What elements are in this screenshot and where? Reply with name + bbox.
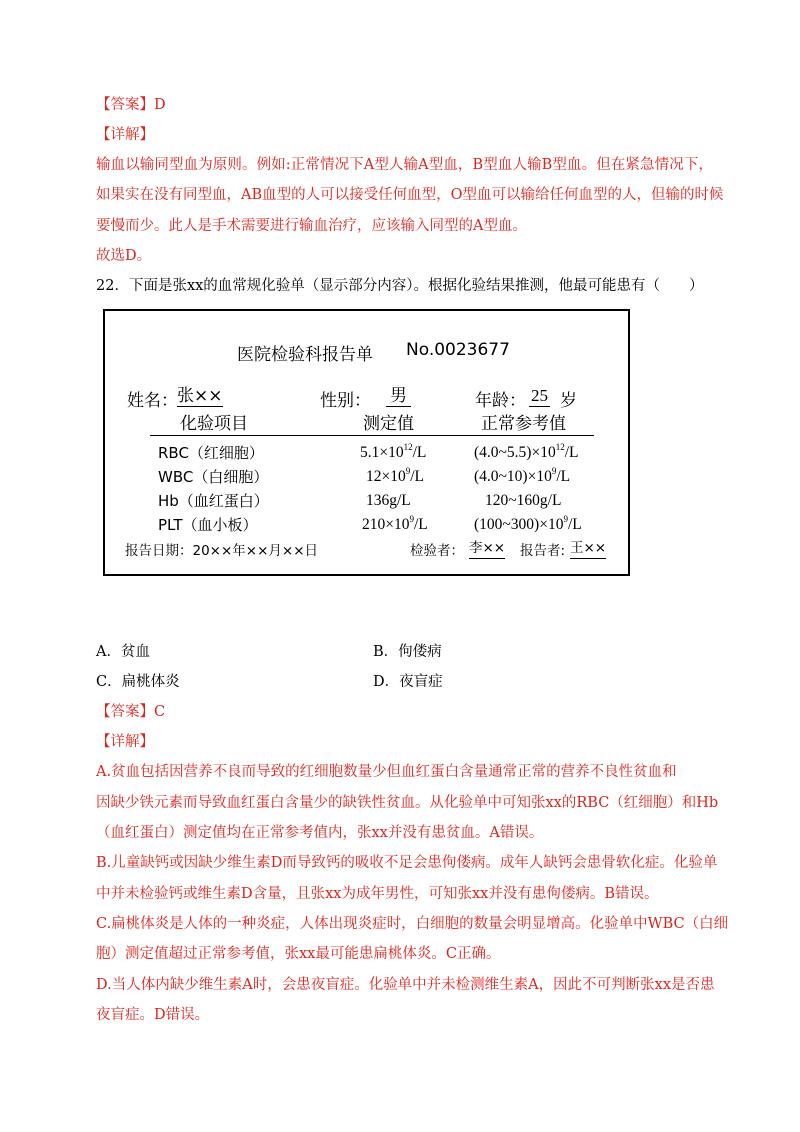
row-ref-hb: 120~160g/L [485, 492, 562, 509]
name-label: 姓名： [127, 391, 178, 411]
q22-detail-line-3: （血红蛋白）测定值均在正常参考值内，张xx并没有患贫血。A错误。 [96, 825, 544, 841]
q22-answer: 【答案】C [96, 704, 166, 720]
q21-detail-line-3: 要慢而少。此人是手术需要进行输血治疗，应该输入同型的A型血。 [96, 218, 527, 234]
inspector-value: 李×× [469, 539, 505, 559]
q22-detail-line-7: 胞）测定值超过正常参考值，张xx最可能患扁桃体炎。C正确。 [96, 946, 501, 962]
q21-answer: 【答案】D [96, 97, 166, 113]
age-value: 25 [531, 386, 548, 405]
blood-test-report [103, 309, 630, 576]
q22-detail-line-9: 夜盲症。D错误。 [96, 1007, 210, 1023]
reporter-value: 王×× [570, 539, 606, 559]
name-value: 张×× [177, 386, 223, 406]
q21-detail-line-1: 输血以输同型血为原则。例如:正常情况下A型人输A型血，B型血人输B型血。但在紧急情况下， [96, 157, 714, 173]
option-b: B．佝偻病 [373, 644, 442, 660]
q22-detail-line-6: C.扁桃体炎是人体的一种炎症，人体出现炎症时，白细胞的数量会明显增高。化验单中WBC（白细 [96, 916, 729, 932]
col-item-header: 化验项目 [180, 414, 248, 434]
age-label: 年龄： [475, 391, 526, 411]
col-ref-header: 正常参考值 [481, 414, 566, 434]
report-number: No.0023677 [406, 340, 510, 360]
sex-label: 性别： [320, 391, 371, 411]
inspector-label: 检验者： [410, 543, 464, 559]
q22-detail-line-8: D.当人体内缺少维生素A时，会患夜盲症。化验单中并未检测维生素A，因此不可判断张xx是否患 [96, 977, 715, 993]
col-value-header: 测定值 [363, 414, 414, 434]
row-value-wbc: $12\times 10^9/L$ [366, 466, 425, 485]
report-date: 报告日期：20××年××月××日 [125, 543, 319, 559]
q21-detail-label: 【详解】 [96, 127, 154, 143]
q22-detail-line-1: A.贫血包括因营养不良而导致的红细胞数量少但血红蛋白含量通常正常的营养不良性贫血和 [96, 764, 677, 780]
header-divider [150, 435, 594, 436]
row-ref-plt: $(100\sim 300)\times 10^9/L$ [474, 514, 582, 533]
row-value-hb: 136g/L [366, 492, 411, 509]
age-unit: 岁 [560, 391, 577, 411]
row-item-rbc: RBC（红细胞） [158, 444, 264, 462]
row-item-wbc: WBC（白细胞） [158, 468, 269, 486]
row-ref-wbc: $(4.0\sim 10)\times 10^9/L$ [474, 466, 571, 485]
q22-detail-label: 【详解】 [96, 734, 154, 750]
q21-detail-line-4: 故选D。 [96, 248, 152, 264]
reporter-label: 报告者: [520, 543, 566, 559]
option-c: C．扁桃体炎 [96, 674, 180, 690]
report-title: 医院检验科报告单 [237, 345, 373, 365]
q22-detail-line-5: 中并未检验钙或维生素D含量，且张xx为成年男性，可知张xx并没有患佝偻病。B错误。 [96, 886, 659, 902]
row-item-plt: PLT（血小板） [158, 516, 258, 534]
option-d: D．夜盲症 [373, 674, 443, 690]
row-value-plt: $210\times 10^9/L$ [362, 514, 428, 533]
row-item-hb: Hb（血红蛋白） [158, 492, 269, 510]
row-ref-rbc: $(4.0\sim 5.5)\times 10^{12}/L$ [474, 442, 579, 461]
row-value-rbc: $5.1\times 10^{12}/L$ [360, 442, 427, 461]
sex-value: 男 [386, 386, 411, 407]
q22-question: 22．下面是张xx的血常规化验单（显示部分内容）。根据化验结果推测，他最可能患有（ ） [96, 278, 704, 294]
q22-detail-line-2: 因缺少铁元素而导致血红蛋白含量少的缺铁性贫血。从化验单中可知张xx的RBC（红细胞）和Hb [96, 795, 719, 811]
option-a: A．贫血 [96, 644, 150, 660]
q22-detail-line-4: B.儿童缺钙或因缺少维生素D而导致钙的吸收不足会患佝偻病。成年人缺钙会患骨软化症。化验单 [96, 855, 718, 871]
q21-detail-line-2: 如果实在没有同型血，AB血型的人可以接受任何血型，O型血可以输给任何血型的人，但输的时候 [96, 187, 724, 203]
